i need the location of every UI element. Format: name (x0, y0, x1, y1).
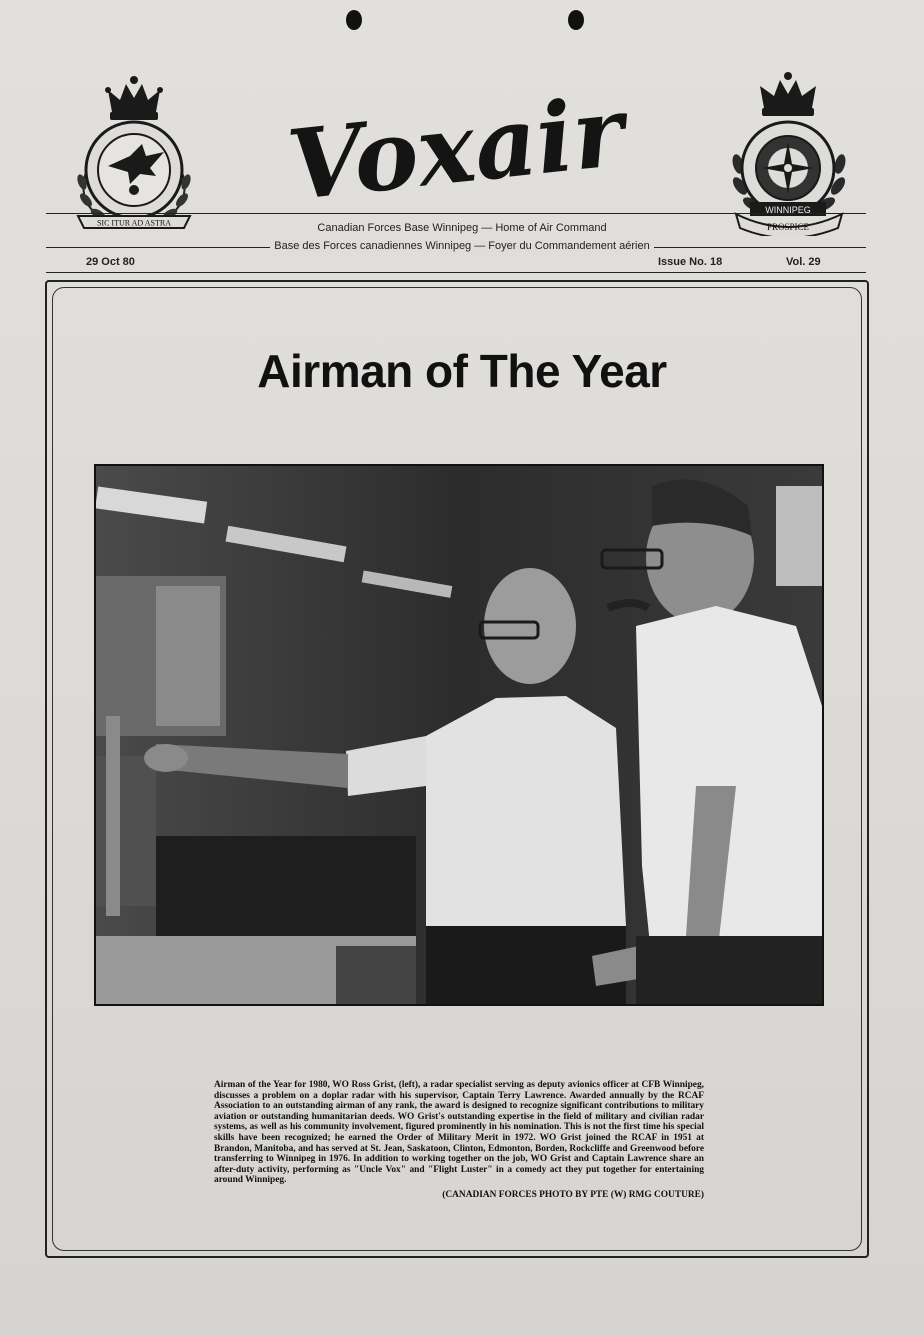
voxair-logo (270, 70, 642, 210)
subtitle-french-text: Base des Forces canadiennes Winnipeg — Foyer du Commandement aérien (270, 240, 653, 252)
photo-credit: (CANADIAN FORCES PHOTO BY PTE (W) RMG COUTURE) (442, 1190, 704, 1200)
left-crest-motto: SIC ITUR AD ASTRA (96, 218, 172, 228)
header-bottom-rule (46, 272, 866, 273)
volume-number: Vol. 29 (786, 256, 821, 268)
punch-hole-right (568, 10, 584, 30)
masthead-rule-right (230, 213, 866, 214)
right-crest-motto: PROSPICE (766, 222, 810, 232)
cfb-winnipeg-crest-icon (728, 68, 850, 236)
subtitle-english: Canadian Forces Base Winnipeg — Home of Air Command (317, 222, 607, 234)
issue-date: 29 Oct 80 (86, 256, 135, 268)
article-photo (94, 464, 824, 1006)
punch-hole-left (346, 10, 362, 30)
logo-text: Voxair (282, 74, 629, 210)
subtitle-french (0, 240, 924, 252)
right-crest-label: WINNIPEG (765, 205, 811, 215)
air-command-crest-icon (68, 72, 200, 236)
headline: Airman of The Year (257, 345, 667, 397)
photo-caption: Airman of the Year for 1980, WO Ross Grist, (left), a radar specialist serving as deputy avionics officer at CFB Winnipeg, discusses a problem on a doplar radar with his supervisor, Captain Terry Lawrence. Awarded annually by the RCAF Association to an outstanding airman of any rank, the award is designed to recognize significant contributions to military aviation or outstanding humanitarian deeds. WO Grist's outstanding expertise in the field of military and civilian radar systems, as well as his community involvement, figured prominently in his nomination. This is not the first time his special skills have been recognized; he earned the Order of Military Merit in 1972. WO Grist joined the RCAF in 1951 at Brandon, Manitoba, and has served at St. Jean, Saskatoon, Clinton, Edmonton, Borden, Rockcliffe and Greenwood before transferring to Winnipeg in 1976. In addition to working together on the job, WO Grist and Captain Lawrence share an after-duty activity, performing as "Uncle Vox" and "Flight Luster" in a comedy act they put together for entertaining around Winnipeg. (214, 1080, 704, 1186)
issue-number: Issue No. 18 (658, 256, 723, 268)
